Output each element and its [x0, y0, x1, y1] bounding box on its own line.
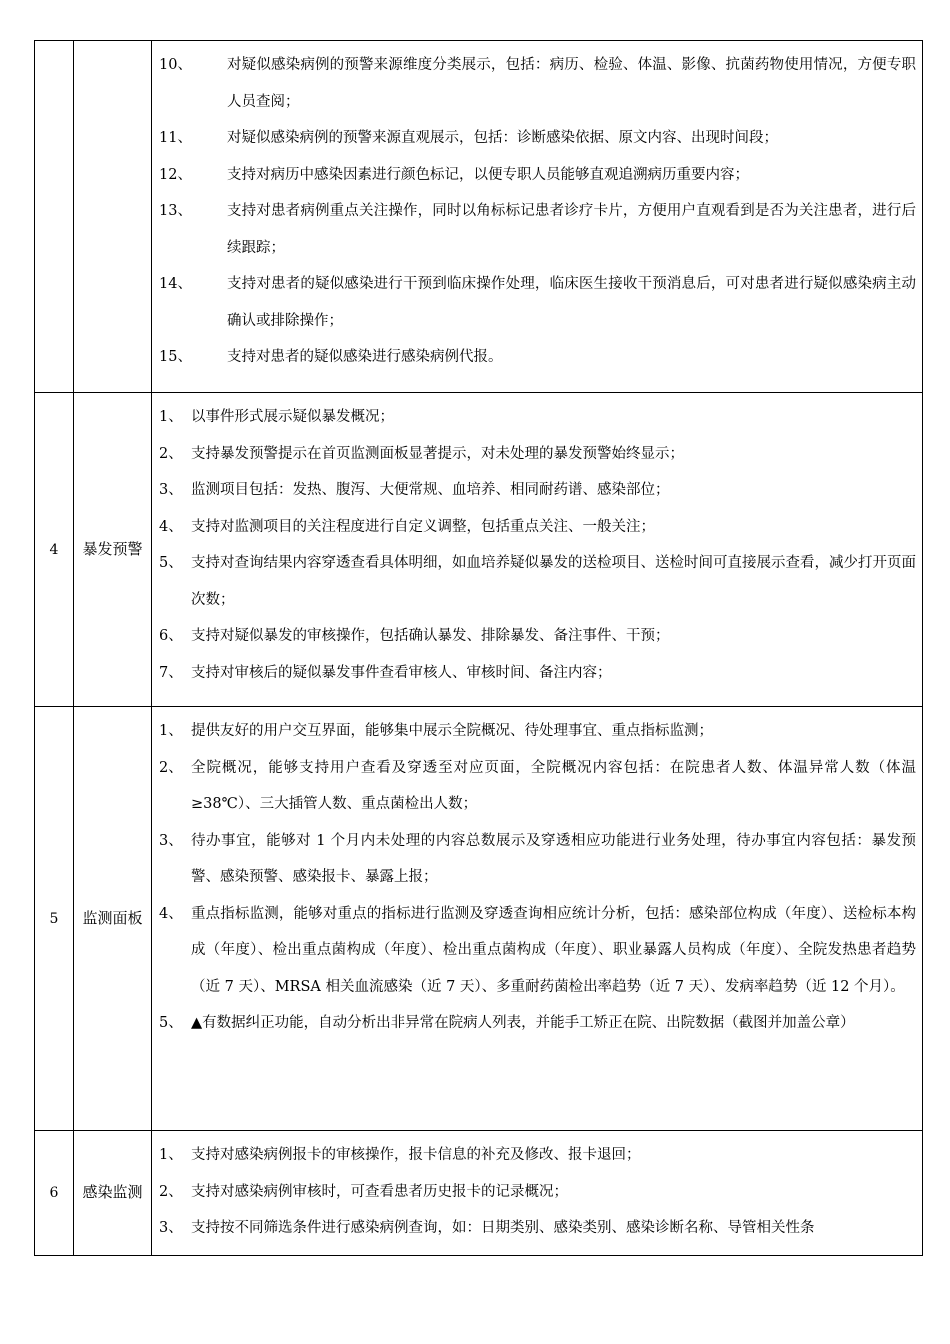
item-index: 4、	[159, 518, 183, 535]
requirement-list	[152, 393, 923, 707]
item-index: 3、	[159, 832, 183, 849]
requirement-list	[152, 1131, 923, 1256]
item-index: 1、	[159, 1147, 183, 1163]
table-row	[35, 707, 923, 1131]
item-text: 全院概况，能够支持用户查看及穿透至对应页面，全院概况内容包括：在院患者人数、体温异常人数（体温≥38℃）、三大插管人数、重点菌检出人数；	[191, 759, 916, 812]
module-name: 监测面板	[74, 707, 152, 1131]
item-text: 支持对患者的疑似感染进行干预到临床操作处理，临床医生接收干预消息后，可对患者进行疑似感染病主动确认或排除操作；	[227, 276, 916, 329]
item-index: 3、	[159, 482, 183, 498]
table-row	[35, 41, 923, 393]
item-text: 支持对患者病例重点关注操作，同时以角标标记患者诊疗卡片，方便用户直观看到是否为关注患者，进行后续跟踪；	[227, 203, 916, 256]
list-item	[159, 339, 916, 376]
list-item	[159, 47, 916, 120]
module-name	[74, 41, 152, 393]
module-name: 感染监测	[74, 1131, 152, 1256]
item-text: 支持对查询结果内容穿透查看具体明细，如血培养疑似暴发的送检项目、送检时间可直接展示查看，减少打开页面次数；	[191, 555, 916, 608]
list-item	[159, 157, 916, 194]
list-item	[159, 472, 916, 509]
list-item	[159, 266, 916, 339]
list-item	[159, 193, 916, 266]
item-text: 以事件形式展示疑似暴发概况；	[191, 409, 394, 425]
item-text: 支持对感染病例报卡的审核操作，报卡信息的补充及修改、报卡退回；	[191, 1147, 641, 1163]
item-text: 待办事宜，能够对 1 个月内未处理的内容总数展示及穿透相应功能进行业务处理，待办事宜内容包括：暴发预警、感染预警、感染报卡、暴露上报；	[191, 832, 916, 885]
item-index: 12、	[159, 166, 192, 183]
item-text: 支持暴发预警提示在首页监测面板显著提示，对未处理的暴发预警始终显示；	[191, 445, 684, 462]
item-index: 4、	[159, 905, 183, 922]
list-item	[159, 823, 916, 896]
table-row	[35, 393, 923, 707]
list-item	[159, 120, 916, 157]
list-item	[159, 750, 916, 823]
item-text: 支持按不同筛选条件进行感染病例查询，如：日期类别、感染类别、感染诊断名称、导管相关性条	[191, 1220, 815, 1236]
item-text: 重点指标监测，能够对重点的指标进行监测及穿透查询相应统计分析，包括：感染部位构成（年度）、送检标本构成（年度）、检出重点菌构成（年度）、检出重点菌构成（年度）、职业暴露人员构成（年度）、全院发热患者趋势（近 7 天）、MRSA 相关血流感染（近 7 天）、多重耐药菌检出率趋势（近 7 天）、发病率趋势（近 12 个月）。	[191, 905, 916, 995]
module-name: 暴发预警	[74, 393, 152, 707]
item-index: 1、	[159, 409, 183, 425]
item-text: 支持对患者的疑似感染进行感染病例代报。	[227, 349, 503, 365]
list-item	[159, 1174, 916, 1211]
list-item	[159, 1210, 916, 1247]
item-text: 支持对审核后的疑似暴发事件查看审核人、审核时间、备注内容；	[191, 664, 612, 681]
item-index: 2、	[159, 759, 183, 776]
item-text: 支持对病历中感染因素进行颜色标记，以便专职人员能够直观追溯病历重要内容；	[227, 166, 749, 183]
table-row	[35, 1131, 923, 1256]
item-index: 1、	[159, 723, 183, 739]
item-text: 提供友好的用户交互界面，能够集中展示全院概况、待处理事宜、重点指标监测；	[191, 723, 713, 739]
row-number: 5	[35, 707, 74, 1131]
item-index: 2、	[159, 1183, 183, 1200]
list-item	[159, 618, 916, 655]
item-text: 支持对疑似暴发的审核操作，包括确认暴发、排除暴发、备注事件、干预；	[191, 628, 670, 644]
item-index: 14、	[159, 276, 192, 292]
item-text: 对疑似感染病例的预警来源维度分类展示，包括：病历、检验、体温、影像、抗菌药物使用情况，方便专职人员查阅；	[227, 57, 916, 110]
item-index: 13、	[159, 203, 192, 219]
item-index: 2、	[159, 445, 183, 462]
item-text: 监测项目包括：发热、腹泻、大便常规、血培养、相同耐药谱、感染部位；	[191, 482, 670, 498]
item-index: 6、	[159, 628, 183, 644]
list-item	[159, 1005, 916, 1042]
item-index: 7、	[159, 664, 183, 681]
list-item	[159, 896, 916, 1006]
row-number	[35, 41, 74, 393]
list-item	[159, 509, 916, 546]
list-item	[159, 713, 916, 750]
list-item	[159, 545, 916, 618]
list-item	[159, 399, 916, 436]
list-item	[159, 436, 916, 473]
item-text: 对疑似感染病例的预警来源直观展示，包括：诊断感染依据、原文内容、出现时间段；	[227, 130, 778, 146]
item-index: 5、	[159, 1015, 183, 1031]
item-text: ▲有数据纠正功能，自动分析出非异常在院病人列表，并能手工矫正在院、出院数据（截图并加盖公章）	[191, 1015, 855, 1031]
list-item	[159, 1137, 916, 1174]
item-index: 3、	[159, 1220, 183, 1236]
list-item	[159, 655, 916, 692]
requirements-table	[34, 40, 923, 1256]
item-index: 11、	[159, 130, 192, 146]
row-number: 4	[35, 393, 74, 707]
requirement-list	[152, 41, 923, 393]
requirement-list	[152, 707, 923, 1131]
item-index: 5、	[159, 555, 183, 571]
row-number: 6	[35, 1131, 74, 1256]
item-text: 支持对监测项目的关注程度进行自定义调整，包括重点关注、一般关注；	[191, 518, 655, 535]
item-index: 10、	[159, 57, 192, 73]
item-index: 15、	[159, 349, 192, 365]
item-text: 支持对感染病例审核时，可查看患者历史报卡的记录概况；	[191, 1183, 568, 1200]
